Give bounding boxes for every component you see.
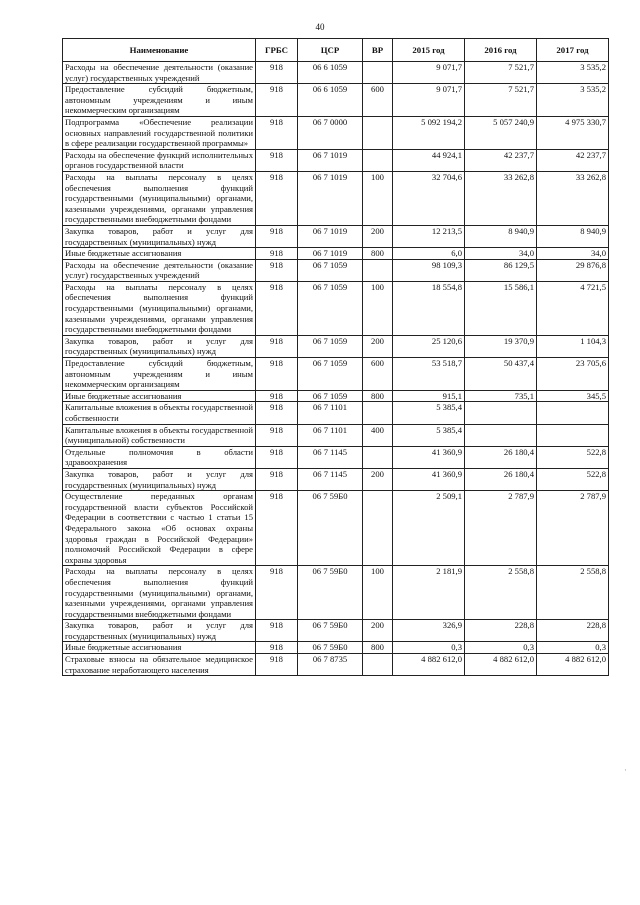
cell-vr bbox=[363, 149, 393, 171]
cell-vr: 200 bbox=[363, 225, 393, 247]
cell-grbs: 918 bbox=[256, 116, 298, 149]
cell-csr: 06 7 1019 bbox=[298, 225, 363, 247]
cell-2016: 26 180,4 bbox=[465, 468, 537, 490]
cell-2015: 9 071,7 bbox=[393, 84, 465, 117]
cell-csr: 06 7 1059 bbox=[298, 358, 363, 391]
cell-grbs: 918 bbox=[256, 446, 298, 468]
cell-csr: 06 7 1059 bbox=[298, 281, 363, 335]
cell-csr: 06 7 1019 bbox=[298, 248, 363, 260]
cell-name: Расходы на обеспечение функций исполнительных органов государственной власти bbox=[63, 149, 256, 171]
cell-2017: 4 882 612,0 bbox=[537, 654, 609, 676]
cell-csr: 06 7 1145 bbox=[298, 446, 363, 468]
table-row bbox=[63, 62, 609, 84]
cell-grbs: 918 bbox=[256, 358, 298, 391]
header-2017: 2017 год bbox=[537, 39, 609, 62]
cell-2017: 522,8 bbox=[537, 446, 609, 468]
cell-name: Расходы на выплаты персоналу в целях обеспечения выполнения функций государственными (муниципальными) органами, казенными учреждениями, органами управления государственными внебюджетными фондами bbox=[63, 171, 256, 225]
table-row bbox=[63, 642, 609, 654]
cell-2015: 9 071,7 bbox=[393, 62, 465, 84]
cell-2017: 0,3 bbox=[537, 642, 609, 654]
table-row bbox=[63, 335, 609, 357]
cell-name: Капитальные вложения в объекты государственной собственности bbox=[63, 402, 256, 424]
cell-2016 bbox=[465, 402, 537, 424]
cell-2015: 25 120,6 bbox=[393, 335, 465, 357]
cell-csr: 06 7 8735 bbox=[298, 654, 363, 676]
header-csr: ЦСР bbox=[298, 39, 363, 62]
cell-name: Отдельные полномочия в области здравоохранения bbox=[63, 446, 256, 468]
cell-grbs: 918 bbox=[256, 149, 298, 171]
cell-2015: 915,1 bbox=[393, 390, 465, 402]
cell-2017: 345,5 bbox=[537, 390, 609, 402]
cell-name: Закупка товаров, работ и услуг для государственных (муниципальных) нужд bbox=[63, 335, 256, 357]
cell-name: Расходы на выплаты персоналу в целях обеспечения выполнения функций государственными (муниципальными) органами, казенными учреждениями, органами управления государственными внебюджетными фондами bbox=[63, 281, 256, 335]
cell-vr: 200 bbox=[363, 620, 393, 642]
cell-csr: 06 7 59Б0 bbox=[298, 642, 363, 654]
cell-grbs: 918 bbox=[256, 468, 298, 490]
cell-2016: 19 370,9 bbox=[465, 335, 537, 357]
cell-2017: 522,8 bbox=[537, 468, 609, 490]
table-row bbox=[63, 566, 609, 620]
cell-2016: 2 558,8 bbox=[465, 566, 537, 620]
cell-name: Осуществление переданных органам государственной власти субъектов Российской Федерации в соответствии с частью 1 статьи 15 Федерального закона «Об основах охраны здоровья граждан в Российской Федерации» полномочий Российской Федерации в сфере охраны здоровья bbox=[63, 491, 256, 566]
cell-vr bbox=[363, 402, 393, 424]
cell-2017: 34,0 bbox=[537, 248, 609, 260]
header-2015: 2015 год bbox=[393, 39, 465, 62]
table-row bbox=[63, 654, 609, 676]
cell-grbs: 918 bbox=[256, 642, 298, 654]
cell-vr: 100 bbox=[363, 171, 393, 225]
cell-name: Закупка товаров, работ и услуг для государственных (муниципальных) нужд bbox=[63, 620, 256, 642]
table-row bbox=[63, 446, 609, 468]
cell-2016: 228,8 bbox=[465, 620, 537, 642]
cell-vr bbox=[363, 259, 393, 281]
cell-2017: 4 721,5 bbox=[537, 281, 609, 335]
cell-2016: 26 180,4 bbox=[465, 446, 537, 468]
cell-2015: 18 554,8 bbox=[393, 281, 465, 335]
cell-csr: 06 7 59Б0 bbox=[298, 566, 363, 620]
cell-2017: 29 876,8 bbox=[537, 259, 609, 281]
cell-name: Предоставление субсидий бюджетным, автономным учреждениям и иным некоммерческим организациям bbox=[63, 358, 256, 391]
cell-2016: 86 129,5 bbox=[465, 259, 537, 281]
budget-table bbox=[62, 38, 609, 676]
cell-2015: 0,3 bbox=[393, 642, 465, 654]
header-grbs: ГРБС bbox=[256, 39, 298, 62]
cell-2015: 41 360,9 bbox=[393, 468, 465, 490]
cell-2016: 7 521,7 bbox=[465, 62, 537, 84]
cell-csr: 06 6 1059 bbox=[298, 62, 363, 84]
cell-2017: 42 237,7 bbox=[537, 149, 609, 171]
cell-2016: 34,0 bbox=[465, 248, 537, 260]
cell-2016: 50 437,4 bbox=[465, 358, 537, 391]
cell-2017: 1 104,3 bbox=[537, 335, 609, 357]
cell-2015: 2 509,1 bbox=[393, 491, 465, 566]
table-row bbox=[63, 402, 609, 424]
cell-grbs: 918 bbox=[256, 281, 298, 335]
cell-csr: 06 7 1145 bbox=[298, 468, 363, 490]
cell-csr: 06 7 1059 bbox=[298, 259, 363, 281]
cell-vr bbox=[363, 491, 393, 566]
cell-2016: 0,3 bbox=[465, 642, 537, 654]
cell-2015: 41 360,9 bbox=[393, 446, 465, 468]
table-row bbox=[63, 248, 609, 260]
cell-vr: 100 bbox=[363, 566, 393, 620]
cell-name: Закупка товаров, работ и услуг для государственных (муниципальных) нужд bbox=[63, 225, 256, 247]
cell-name: Иные бюджетные ассигнования bbox=[63, 248, 256, 260]
cell-grbs: 918 bbox=[256, 566, 298, 620]
table-row bbox=[63, 259, 609, 281]
cell-2015: 5 092 194,2 bbox=[393, 116, 465, 149]
cell-2017 bbox=[537, 424, 609, 446]
cell-vr: 600 bbox=[363, 84, 393, 117]
cell-csr: 06 6 1059 bbox=[298, 84, 363, 117]
cell-csr: 06 7 1101 bbox=[298, 424, 363, 446]
cell-2015: 2 181,9 bbox=[393, 566, 465, 620]
cell-grbs: 918 bbox=[256, 248, 298, 260]
cell-grbs: 918 bbox=[256, 424, 298, 446]
cell-grbs: 918 bbox=[256, 62, 298, 84]
table-row bbox=[63, 491, 609, 566]
header-2016: 2016 год bbox=[465, 39, 537, 62]
cell-2016: 5 057 240,9 bbox=[465, 116, 537, 149]
cell-name: Расходы на обеспечение деятельности (оказание услуг) государственных учреждений bbox=[63, 259, 256, 281]
cell-grbs: 918 bbox=[256, 390, 298, 402]
cell-2017: 4 975 330,7 bbox=[537, 116, 609, 149]
cell-grbs: 918 bbox=[256, 402, 298, 424]
cell-name: Закупка товаров, работ и услуг для государственных (муниципальных) нужд bbox=[63, 468, 256, 490]
cell-2016: 7 521,7 bbox=[465, 84, 537, 117]
cell-vr: 200 bbox=[363, 335, 393, 357]
cell-2016: 2 787,9 bbox=[465, 491, 537, 566]
cell-grbs: 918 bbox=[256, 171, 298, 225]
cell-name: Расходы на обеспечение деятельности (оказание услуг) государственных учреждений bbox=[63, 62, 256, 84]
table-row bbox=[63, 149, 609, 171]
cell-vr: 200 bbox=[363, 468, 393, 490]
table-row bbox=[63, 390, 609, 402]
cell-2015: 44 924,1 bbox=[393, 149, 465, 171]
cell-2015: 98 109,3 bbox=[393, 259, 465, 281]
cell-2016: 33 262,8 bbox=[465, 171, 537, 225]
header-vr: ВР bbox=[363, 39, 393, 62]
cell-2016: 4 882 612,0 bbox=[465, 654, 537, 676]
cell-2017 bbox=[537, 402, 609, 424]
cell-name: Страховые взносы на обязательное медицинское страхование неработающего населения bbox=[63, 654, 256, 676]
cell-name: Иные бюджетные ассигнования bbox=[63, 390, 256, 402]
table-row bbox=[63, 358, 609, 391]
cell-name: Капитальные вложения в объекты государственной (муниципальной) собственности bbox=[63, 424, 256, 446]
cell-grbs: 918 bbox=[256, 225, 298, 247]
cell-grbs: 918 bbox=[256, 491, 298, 566]
cell-vr bbox=[363, 116, 393, 149]
table-row bbox=[63, 424, 609, 446]
table-row bbox=[63, 84, 609, 117]
cell-2016: 42 237,7 bbox=[465, 149, 537, 171]
cell-2017: 33 262,8 bbox=[537, 171, 609, 225]
cell-grbs: 918 bbox=[256, 84, 298, 117]
cell-csr: 06 7 1019 bbox=[298, 149, 363, 171]
cell-2015: 5 385,4 bbox=[393, 402, 465, 424]
cell-grbs: 918 bbox=[256, 654, 298, 676]
table-row bbox=[63, 225, 609, 247]
cell-vr bbox=[363, 654, 393, 676]
cell-grbs: 918 bbox=[256, 620, 298, 642]
cell-2016: 15 586,1 bbox=[465, 281, 537, 335]
scan-artifact: · bbox=[624, 765, 627, 775]
cell-2017: 2 558,8 bbox=[537, 566, 609, 620]
cell-2016: 8 940,9 bbox=[465, 225, 537, 247]
cell-2017: 23 705,6 bbox=[537, 358, 609, 391]
cell-vr bbox=[363, 446, 393, 468]
table-row bbox=[63, 468, 609, 490]
cell-csr: 06 7 1059 bbox=[298, 390, 363, 402]
cell-2015: 5 385,4 bbox=[393, 424, 465, 446]
cell-vr: 400 bbox=[363, 424, 393, 446]
cell-grbs: 918 bbox=[256, 259, 298, 281]
cell-2015: 6,0 bbox=[393, 248, 465, 260]
cell-vr: 100 bbox=[363, 281, 393, 335]
cell-2015: 4 882 612,0 bbox=[393, 654, 465, 676]
cell-name: Подпрограмма «Обеспечение реализации основных направлений государственной политики в сфере реализации государственной программы» bbox=[63, 116, 256, 149]
cell-2015: 53 518,7 bbox=[393, 358, 465, 391]
cell-2017: 3 535,2 bbox=[537, 84, 609, 117]
cell-csr: 06 7 1059 bbox=[298, 335, 363, 357]
cell-vr bbox=[363, 62, 393, 84]
cell-2015: 32 704,6 bbox=[393, 171, 465, 225]
table-header-row bbox=[63, 39, 609, 62]
cell-name: Предоставление субсидий бюджетным, автономным учреждениям и иным некоммерческим организациям bbox=[63, 84, 256, 117]
header-name: Наименование bbox=[63, 39, 256, 62]
cell-vr: 800 bbox=[363, 642, 393, 654]
cell-csr: 06 7 1101 bbox=[298, 402, 363, 424]
table-row bbox=[63, 116, 609, 149]
cell-vr: 800 bbox=[363, 248, 393, 260]
cell-grbs: 918 bbox=[256, 335, 298, 357]
cell-2017: 8 940,9 bbox=[537, 225, 609, 247]
page-number: 40 bbox=[315, 22, 325, 32]
cell-name: Иные бюджетные ассигнования bbox=[63, 642, 256, 654]
cell-vr: 800 bbox=[363, 390, 393, 402]
cell-csr: 06 7 59Б0 bbox=[298, 491, 363, 566]
cell-csr: 06 7 0000 bbox=[298, 116, 363, 149]
cell-2015: 12 213,5 bbox=[393, 225, 465, 247]
cell-name: Расходы на выплаты персоналу в целях обеспечения выполнения функций государственными (муниципальными) органами, казенными учреждениями, органами управления государственными внебюджетными фондами bbox=[63, 566, 256, 620]
cell-2017: 228,8 bbox=[537, 620, 609, 642]
cell-csr: 06 7 59Б0 bbox=[298, 620, 363, 642]
table-row bbox=[63, 281, 609, 335]
cell-2015: 326,9 bbox=[393, 620, 465, 642]
cell-2017: 2 787,9 bbox=[537, 491, 609, 566]
cell-csr: 06 7 1019 bbox=[298, 171, 363, 225]
table-row bbox=[63, 171, 609, 225]
cell-2016: 735,1 bbox=[465, 390, 537, 402]
cell-2016 bbox=[465, 424, 537, 446]
table-row bbox=[63, 620, 609, 642]
cell-2017: 3 535,2 bbox=[537, 62, 609, 84]
cell-vr: 600 bbox=[363, 358, 393, 391]
